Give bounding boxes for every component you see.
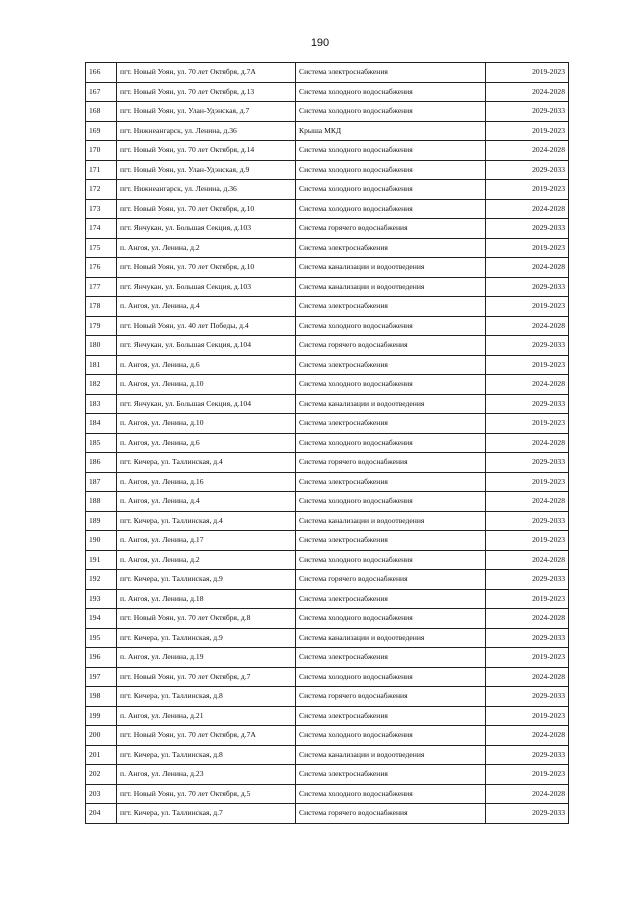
- row-number: 176: [86, 258, 117, 278]
- row-address: пгт. Новый Уоян, ул. Улан-Удэнская, д.9: [117, 160, 296, 180]
- row-address: пгт. Кичера, ул. Таллинская, д.4: [117, 453, 296, 473]
- row-period: 2024-2028: [486, 550, 569, 570]
- row-number: 185: [86, 433, 117, 453]
- row-period: 2029-2033: [486, 219, 569, 239]
- row-system: Система горячего водоснабжения: [296, 219, 486, 239]
- row-system: Система канализации и водоотведения: [296, 277, 486, 297]
- table-row: [86, 589, 569, 609]
- table-row: [86, 433, 569, 453]
- row-period: 2024-2028: [486, 726, 569, 746]
- row-address: п. Ангоя, ул. Ленина, д.4: [117, 297, 296, 317]
- table-row: [86, 609, 569, 629]
- table-row: [86, 648, 569, 668]
- row-period: 2029-2033: [486, 160, 569, 180]
- row-address: п. Ангоя, ул. Ленина, д.4: [117, 492, 296, 512]
- row-system: Система канализации и водоотведения: [296, 628, 486, 648]
- row-number: 178: [86, 297, 117, 317]
- row-address: пгт. Кичера, ул. Таллинская, д.8: [117, 745, 296, 765]
- row-period: 2019-2023: [486, 472, 569, 492]
- row-period: 2029-2033: [486, 511, 569, 531]
- row-system: Система холодного водоснабжения: [296, 726, 486, 746]
- row-address: пгт. Нижнеангарск, ул. Ленина, д.36: [117, 121, 296, 141]
- row-address: п. Ангоя, ул. Ленина, д.21: [117, 706, 296, 726]
- row-system: Система горячего водоснабжения: [296, 336, 486, 356]
- row-number: 181: [86, 355, 117, 375]
- row-system: Система электроснабжения: [296, 472, 486, 492]
- row-system: Система холодного водоснабжения: [296, 102, 486, 122]
- table-row: [86, 550, 569, 570]
- registry-table: [85, 62, 569, 824]
- registry-table-body: [86, 63, 569, 824]
- table-row: [86, 102, 569, 122]
- table-row: [86, 706, 569, 726]
- row-number: 202: [86, 765, 117, 785]
- row-system: Система холодного водоснабжения: [296, 180, 486, 200]
- row-number: 201: [86, 745, 117, 765]
- row-system: Система электроснабжения: [296, 63, 486, 83]
- row-system: Система холодного водоснабжения: [296, 433, 486, 453]
- row-number: 175: [86, 238, 117, 258]
- row-address: пгт. Янчукан, ул. Большая Секция, д.103: [117, 219, 296, 239]
- row-period: 2019-2023: [486, 355, 569, 375]
- table-row: [86, 745, 569, 765]
- row-number: 188: [86, 492, 117, 512]
- table-row: [86, 336, 569, 356]
- row-period: 2019-2023: [486, 121, 569, 141]
- row-number: 179: [86, 316, 117, 336]
- row-period: 2019-2023: [486, 180, 569, 200]
- row-period: 2019-2023: [486, 765, 569, 785]
- row-period: 2019-2023: [486, 297, 569, 317]
- row-address: пгт. Новый Уоян, ул. Улан-Удэнская, д.7: [117, 102, 296, 122]
- row-period: 2019-2023: [486, 238, 569, 258]
- row-number: 166: [86, 63, 117, 83]
- row-period: 2029-2033: [486, 394, 569, 414]
- table-row: [86, 160, 569, 180]
- row-number: 183: [86, 394, 117, 414]
- row-period: 2024-2028: [486, 375, 569, 395]
- table-row: [86, 531, 569, 551]
- row-address: п. Ангоя, ул. Ленина, д.19: [117, 648, 296, 668]
- row-system: Система холодного водоснабжения: [296, 141, 486, 161]
- row-address: п. Ангоя, ул. Ленина, д.10: [117, 414, 296, 434]
- row-system: Система электроснабжения: [296, 706, 486, 726]
- row-system: Система горячего водоснабжения: [296, 570, 486, 590]
- row-period: 2019-2023: [486, 414, 569, 434]
- row-number: 184: [86, 414, 117, 434]
- table-row: [86, 277, 569, 297]
- row-address: п. Ангоя, ул. Ленина, д.10: [117, 375, 296, 395]
- row-address: пгт. Янчукан, ул. Большая Секция, д.104: [117, 336, 296, 356]
- row-period: 2029-2033: [486, 804, 569, 824]
- row-number: 194: [86, 609, 117, 629]
- row-address: пгт. Новый Уоян, ул. 70 лет Октября, д.5: [117, 784, 296, 804]
- row-address: пгт. Новый Уоян, ул. 70 лет Октября, д.14: [117, 141, 296, 161]
- table-row: [86, 219, 569, 239]
- row-number: 174: [86, 219, 117, 239]
- row-system: Крыша МКД: [296, 121, 486, 141]
- row-address: пгт. Новый Уоян, ул. 70 лет Октября, д.7: [117, 667, 296, 687]
- table-row: [86, 141, 569, 161]
- row-period: 2024-2028: [486, 784, 569, 804]
- row-number: 180: [86, 336, 117, 356]
- row-address: пгт. Новый Уоян, ул. 70 лет Октября, д.13: [117, 82, 296, 102]
- row-system: Система холодного водоснабжения: [296, 784, 486, 804]
- row-address: п. Ангоя, ул. Ленина, д.6: [117, 355, 296, 375]
- row-period: 2029-2033: [486, 453, 569, 473]
- row-system: Система электроснабжения: [296, 355, 486, 375]
- row-system: Система канализации и водоотведения: [296, 394, 486, 414]
- row-address: п. Ангоя, ул. Ленина, д.18: [117, 589, 296, 609]
- table-row: [86, 667, 569, 687]
- row-number: 177: [86, 277, 117, 297]
- row-number: 204: [86, 804, 117, 824]
- row-period: 2024-2028: [486, 667, 569, 687]
- row-period: 2019-2023: [486, 531, 569, 551]
- row-number: 192: [86, 570, 117, 590]
- row-number: 170: [86, 141, 117, 161]
- row-period: 2024-2028: [486, 82, 569, 102]
- row-period: 2029-2033: [486, 102, 569, 122]
- table-row: [86, 765, 569, 785]
- row-address: пгт. Нижнеангарск, ул. Ленина, д.36: [117, 180, 296, 200]
- row-address: пгт. Кичера, ул. Таллинская, д.8: [117, 687, 296, 707]
- row-number: 187: [86, 472, 117, 492]
- row-number: 195: [86, 628, 117, 648]
- row-number: 167: [86, 82, 117, 102]
- table-row: [86, 804, 569, 824]
- table-row: [86, 375, 569, 395]
- row-period: 2019-2023: [486, 648, 569, 668]
- row-number: 198: [86, 687, 117, 707]
- row-system: Система электроснабжения: [296, 414, 486, 434]
- row-period: 2019-2023: [486, 706, 569, 726]
- row-number: 190: [86, 531, 117, 551]
- row-number: 197: [86, 667, 117, 687]
- row-period: 2029-2033: [486, 628, 569, 648]
- table-row: [86, 570, 569, 590]
- row-system: Система холодного водоснабжения: [296, 160, 486, 180]
- table-row: [86, 180, 569, 200]
- row-number: 189: [86, 511, 117, 531]
- row-system: Система холодного водоснабжения: [296, 375, 486, 395]
- row-address: пгт. Новый Уоян, ул. 70 лет Октября, д.10: [117, 258, 296, 278]
- row-number: 200: [86, 726, 117, 746]
- row-number: 172: [86, 180, 117, 200]
- table-row: [86, 414, 569, 434]
- row-system: Система горячего водоснабжения: [296, 687, 486, 707]
- row-address: пгт. Новый Уоян, ул. 70 лет Октября, д.8: [117, 609, 296, 629]
- table-row: [86, 238, 569, 258]
- table-row: [86, 199, 569, 219]
- table-row: [86, 297, 569, 317]
- row-system: Система холодного водоснабжения: [296, 82, 486, 102]
- row-system: Система холодного водоснабжения: [296, 667, 486, 687]
- row-address: пгт. Кичера, ул. Таллинская, д.4: [117, 511, 296, 531]
- row-address: пгт. Янчукан, ул. Большая Секция, д.104: [117, 394, 296, 414]
- row-system: Система канализации и водоотведения: [296, 258, 486, 278]
- row-system: Система горячего водоснабжения: [296, 453, 486, 473]
- row-period: 2029-2033: [486, 570, 569, 590]
- row-period: 2029-2033: [486, 277, 569, 297]
- row-period: 2019-2023: [486, 63, 569, 83]
- row-system: Система холодного водоснабжения: [296, 550, 486, 570]
- row-system: Система электроснабжения: [296, 589, 486, 609]
- row-period: 2024-2028: [486, 316, 569, 336]
- row-number: 169: [86, 121, 117, 141]
- row-number: 182: [86, 375, 117, 395]
- row-number: 168: [86, 102, 117, 122]
- row-number: 199: [86, 706, 117, 726]
- row-system: Система электроснабжения: [296, 531, 486, 551]
- row-number: 191: [86, 550, 117, 570]
- table-row: [86, 492, 569, 512]
- row-period: 2024-2028: [486, 141, 569, 161]
- row-period: 2024-2028: [486, 199, 569, 219]
- table-row: [86, 726, 569, 746]
- row-number: 171: [86, 160, 117, 180]
- row-period: 2024-2028: [486, 258, 569, 278]
- table-row: [86, 511, 569, 531]
- row-address: пгт. Янчукан, ул. Большая Секция, д.103: [117, 277, 296, 297]
- row-system: Система холодного водоснабжения: [296, 609, 486, 629]
- row-address: пгт. Новый Уоян, ул. 70 лет Октября, д.7А: [117, 726, 296, 746]
- row-system: Система канализации и водоотведения: [296, 745, 486, 765]
- table-row: [86, 63, 569, 83]
- table-row: [86, 355, 569, 375]
- table-row: [86, 316, 569, 336]
- table-row: [86, 394, 569, 414]
- row-address: п. Ангоя, ул. Ленина, д.2: [117, 550, 296, 570]
- row-address: п. Ангоя, ул. Ленина, д.23: [117, 765, 296, 785]
- row-address: пгт. Кичера, ул. Таллинская, д.9: [117, 570, 296, 590]
- table-row: [86, 121, 569, 141]
- row-system: Система электроснабжения: [296, 765, 486, 785]
- row-period: 2029-2033: [486, 745, 569, 765]
- row-system: Система холодного водоснабжения: [296, 316, 486, 336]
- row-system: Система холодного водоснабжения: [296, 199, 486, 219]
- row-period: 2024-2028: [486, 492, 569, 512]
- row-address: пгт. Новый Уоян, ул. 70 лет Октября, д.7А: [117, 63, 296, 83]
- row-address: пгт. Новый Уоян, ул. 70 лет Октября, д.10: [117, 199, 296, 219]
- row-address: пгт. Кичера, ул. Таллинская, д.7: [117, 804, 296, 824]
- row-number: 193: [86, 589, 117, 609]
- page-number: 190: [310, 37, 330, 49]
- row-address: п. Ангоя, ул. Ленина, д.17: [117, 531, 296, 551]
- row-number: 196: [86, 648, 117, 668]
- table-row: [86, 687, 569, 707]
- row-number: 173: [86, 199, 117, 219]
- row-period: 2029-2033: [486, 336, 569, 356]
- row-system: Система канализации и водоотведения: [296, 511, 486, 531]
- row-system: Система электроснабжения: [296, 297, 486, 317]
- row-period: 2024-2028: [486, 609, 569, 629]
- row-number: 203: [86, 784, 117, 804]
- row-system: Система электроснабжения: [296, 238, 486, 258]
- table-row: [86, 82, 569, 102]
- row-period: 2019-2023: [486, 589, 569, 609]
- table-row: [86, 784, 569, 804]
- row-address: п. Ангоя, ул. Ленина, д.2: [117, 238, 296, 258]
- row-period: 2024-2028: [486, 433, 569, 453]
- row-system: Система электроснабжения: [296, 648, 486, 668]
- row-address: п. Ангоя, ул. Ленина, д.16: [117, 472, 296, 492]
- row-number: 186: [86, 453, 117, 473]
- row-period: 2029-2033: [486, 687, 569, 707]
- row-system: Система холодного водоснабжения: [296, 492, 486, 512]
- row-address: пгт. Новый Уоян, ул. 40 лет Победы, д.4: [117, 316, 296, 336]
- table-row: [86, 453, 569, 473]
- row-address: пгт. Кичера, ул. Таллинская, д.9: [117, 628, 296, 648]
- row-address: п. Ангоя, ул. Ленина, д.6: [117, 433, 296, 453]
- table-row: [86, 258, 569, 278]
- row-system: Система горячего водоснабжения: [296, 804, 486, 824]
- table-row: [86, 472, 569, 492]
- table-row: [86, 628, 569, 648]
